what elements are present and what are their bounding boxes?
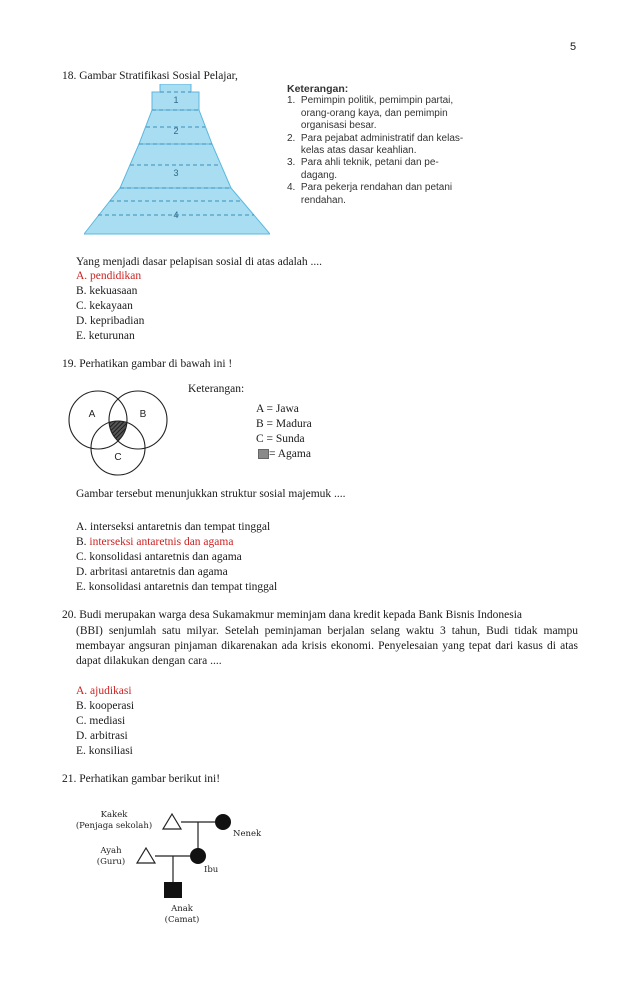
q18-option-b[interactable]: B. kekuasaan [76,285,138,297]
q18-legend-line: 4. Para pekerja rendahan dan petani [287,182,453,194]
venn-label-b: B [139,409,147,420]
family-tree-diagram [70,800,280,932]
q18-legend-line: dagang. [287,169,338,181]
q19-legend-b: B = Madura [256,418,312,430]
q20-option-c[interactable]: C. mediasi [76,715,126,727]
anak-symbol [164,882,182,898]
kakek-symbol [163,814,181,829]
q20-option-e[interactable]: E. konsiliasi [76,745,133,757]
q18-option-a[interactable]: A. pendidikan [76,270,142,282]
q18-question: Yang menjadi dasar pelapisan sosial di atas adalah .... [76,256,323,268]
q20-option-a[interactable]: A. ajudikasi [76,685,132,697]
pyramid-number-3: 3 [173,168,179,178]
q18-legend-title: Keterangan: [287,83,349,95]
ayah-symbol [137,848,155,863]
venn-label-c: C [114,452,122,463]
q18-option-e[interactable]: E. keturunan [76,330,135,342]
venn-label-a: A [88,409,96,420]
page-number: 5 [570,41,577,53]
q19-legend-a: A = Jawa [256,403,299,415]
venn-circle-a [69,391,127,449]
q18-option-d[interactable]: D. kepribadian [76,315,145,327]
q19-question: Gambar tersebut menunjukkan struktur sosial majemuk .... [76,488,346,500]
ayah-label: Ayah [100,846,122,856]
pyramid-number-1: 1 [173,95,179,105]
nenek-symbol [215,814,231,830]
nenek-label: Nenek [233,829,262,839]
q20-text-cont: (BBI) senjumlah satu milyar. Setelah peminjaman berjalan selang waktu 3 tahun, Budi tidak mampu membayar angsuran pinjaman dikarenakan ada krisis ekonomi. Penyelesaian yang tepat dari kasus di atas dapat dilakukan dengan cara .... [76,625,578,668]
q18-option-c[interactable]: C. kekayaan [76,300,133,312]
ibu-label: Ibu [204,865,219,875]
pyramid-number-2: 2 [173,126,179,136]
q20-option-d[interactable]: D. arbitrasi [76,730,128,742]
q19-title: 19. Perhatikan gambar di bawah ini ! [62,358,233,370]
q20-option-b[interactable]: B. kooperasi [76,700,135,712]
q19-legend-agama-swatch [258,449,269,459]
q19-option-a[interactable]: A. interseksi antaretnis dan tempat tinggal [76,521,271,533]
q18-legend-line: organisasi besar. [287,120,377,132]
ibu-symbol [190,848,206,864]
q19-legend-title: Keterangan: [188,383,245,395]
q18-legend [287,83,463,207]
kakek-label: Kakek [100,810,128,820]
q18-legend-line: kelas atas dasar keahlian. [287,145,417,157]
q18-legend-line: 3. Para ahli teknik, petani dan pe- [287,157,439,169]
q19-option-b-letter: B. [76,536,87,548]
q19-legend-c: C = Sunda [256,433,305,445]
q18-legend-line: 1. Pemimpin politik, pemimpin partai, [287,95,454,107]
q18-legend-line: 2. Para pejabat administratif dan kelas- [287,132,464,144]
q19-option-b-text: interseksi antaretnis dan agama [89,536,234,548]
q20-text: 20. Budi merupakan warga desa Sukamakmur meminjam dana kredit kepada Bank Bisnis Indonesia [62,609,522,621]
ayah-role-label: (Guru) [96,857,126,867]
kakek-role-label: (Penjaga sekolah) [75,821,153,831]
pyramid-level-3 [120,144,231,188]
pyramid-number-4: 4 [173,210,179,220]
q19-option-c[interactable]: C. konsolidasi antaretnis dan agama [76,551,242,563]
q18-title: 18. Gambar Stratifikasi Sosial Pelajar, [62,70,238,82]
q19-legend-agama: = Agama [269,448,311,460]
q19-option-b[interactable] [76,536,233,548]
anak-label: Anak [171,904,193,914]
q21-title: 21. Perhatikan gambar berikut ini! [62,773,221,785]
q19-option-d[interactable]: D. arbritasi antaretnis dan agama [76,566,228,578]
anak-role-label: (Camat) [164,915,200,925]
q19-option-e[interactable]: E. konsolidasi antaretnis dan tempat tinggal [76,581,278,593]
stratification-pyramid [84,84,270,236]
venn-diagram [66,390,172,476]
venn-circle-b [109,391,167,449]
q18-legend-line: orang-orang kaya, dan pemimpin [287,107,448,119]
q18-legend-line: rendahan. [287,194,346,206]
